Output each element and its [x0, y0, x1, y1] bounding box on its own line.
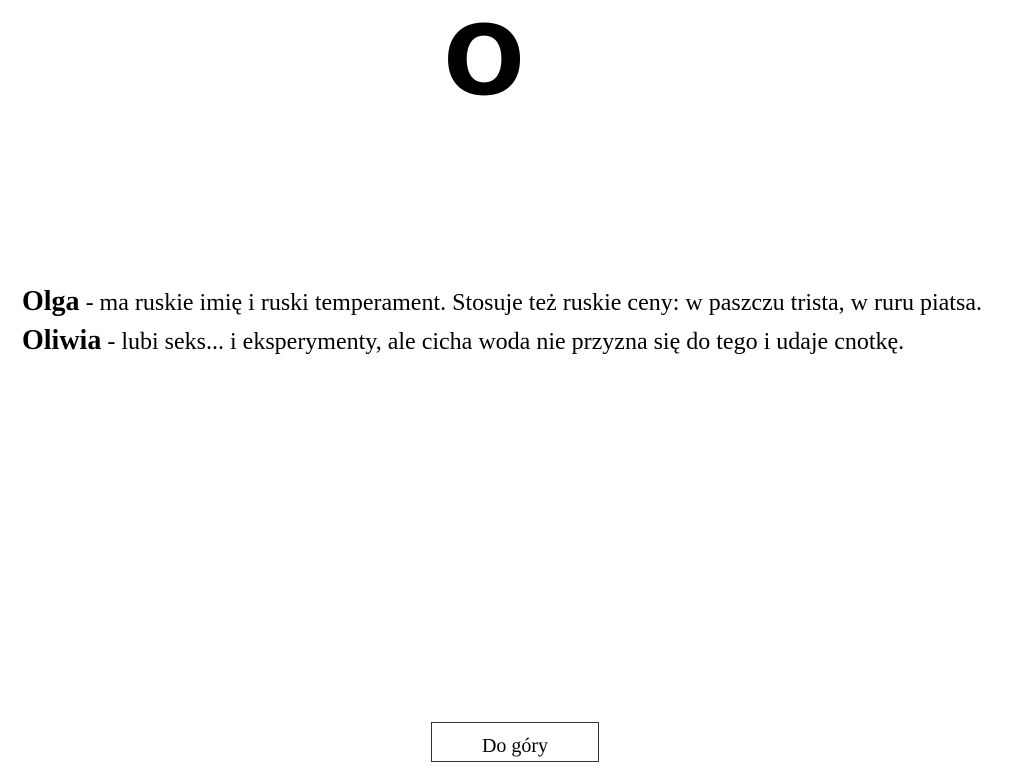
entry-name: Olga	[22, 286, 80, 317]
entry-name: Oliwia	[22, 325, 102, 356]
section-letter-heading: O	[443, 5, 527, 117]
entry-description: - ma ruskie imię i ruski temperament. Stosuje też ruskie ceny: w paszczu trista, w ruru piatsa.	[79, 290, 982, 316]
name-entry-oliwia	[22, 322, 992, 361]
name-entry-olga	[22, 283, 992, 322]
back-to-top-button[interactable]: Do góry	[431, 722, 599, 762]
entry-description: - lubi seks... i eksperymenty, ale cicha woda nie przyzna się do tego i udaje cnotkę.	[101, 329, 905, 355]
name-entries-list	[22, 283, 992, 361]
